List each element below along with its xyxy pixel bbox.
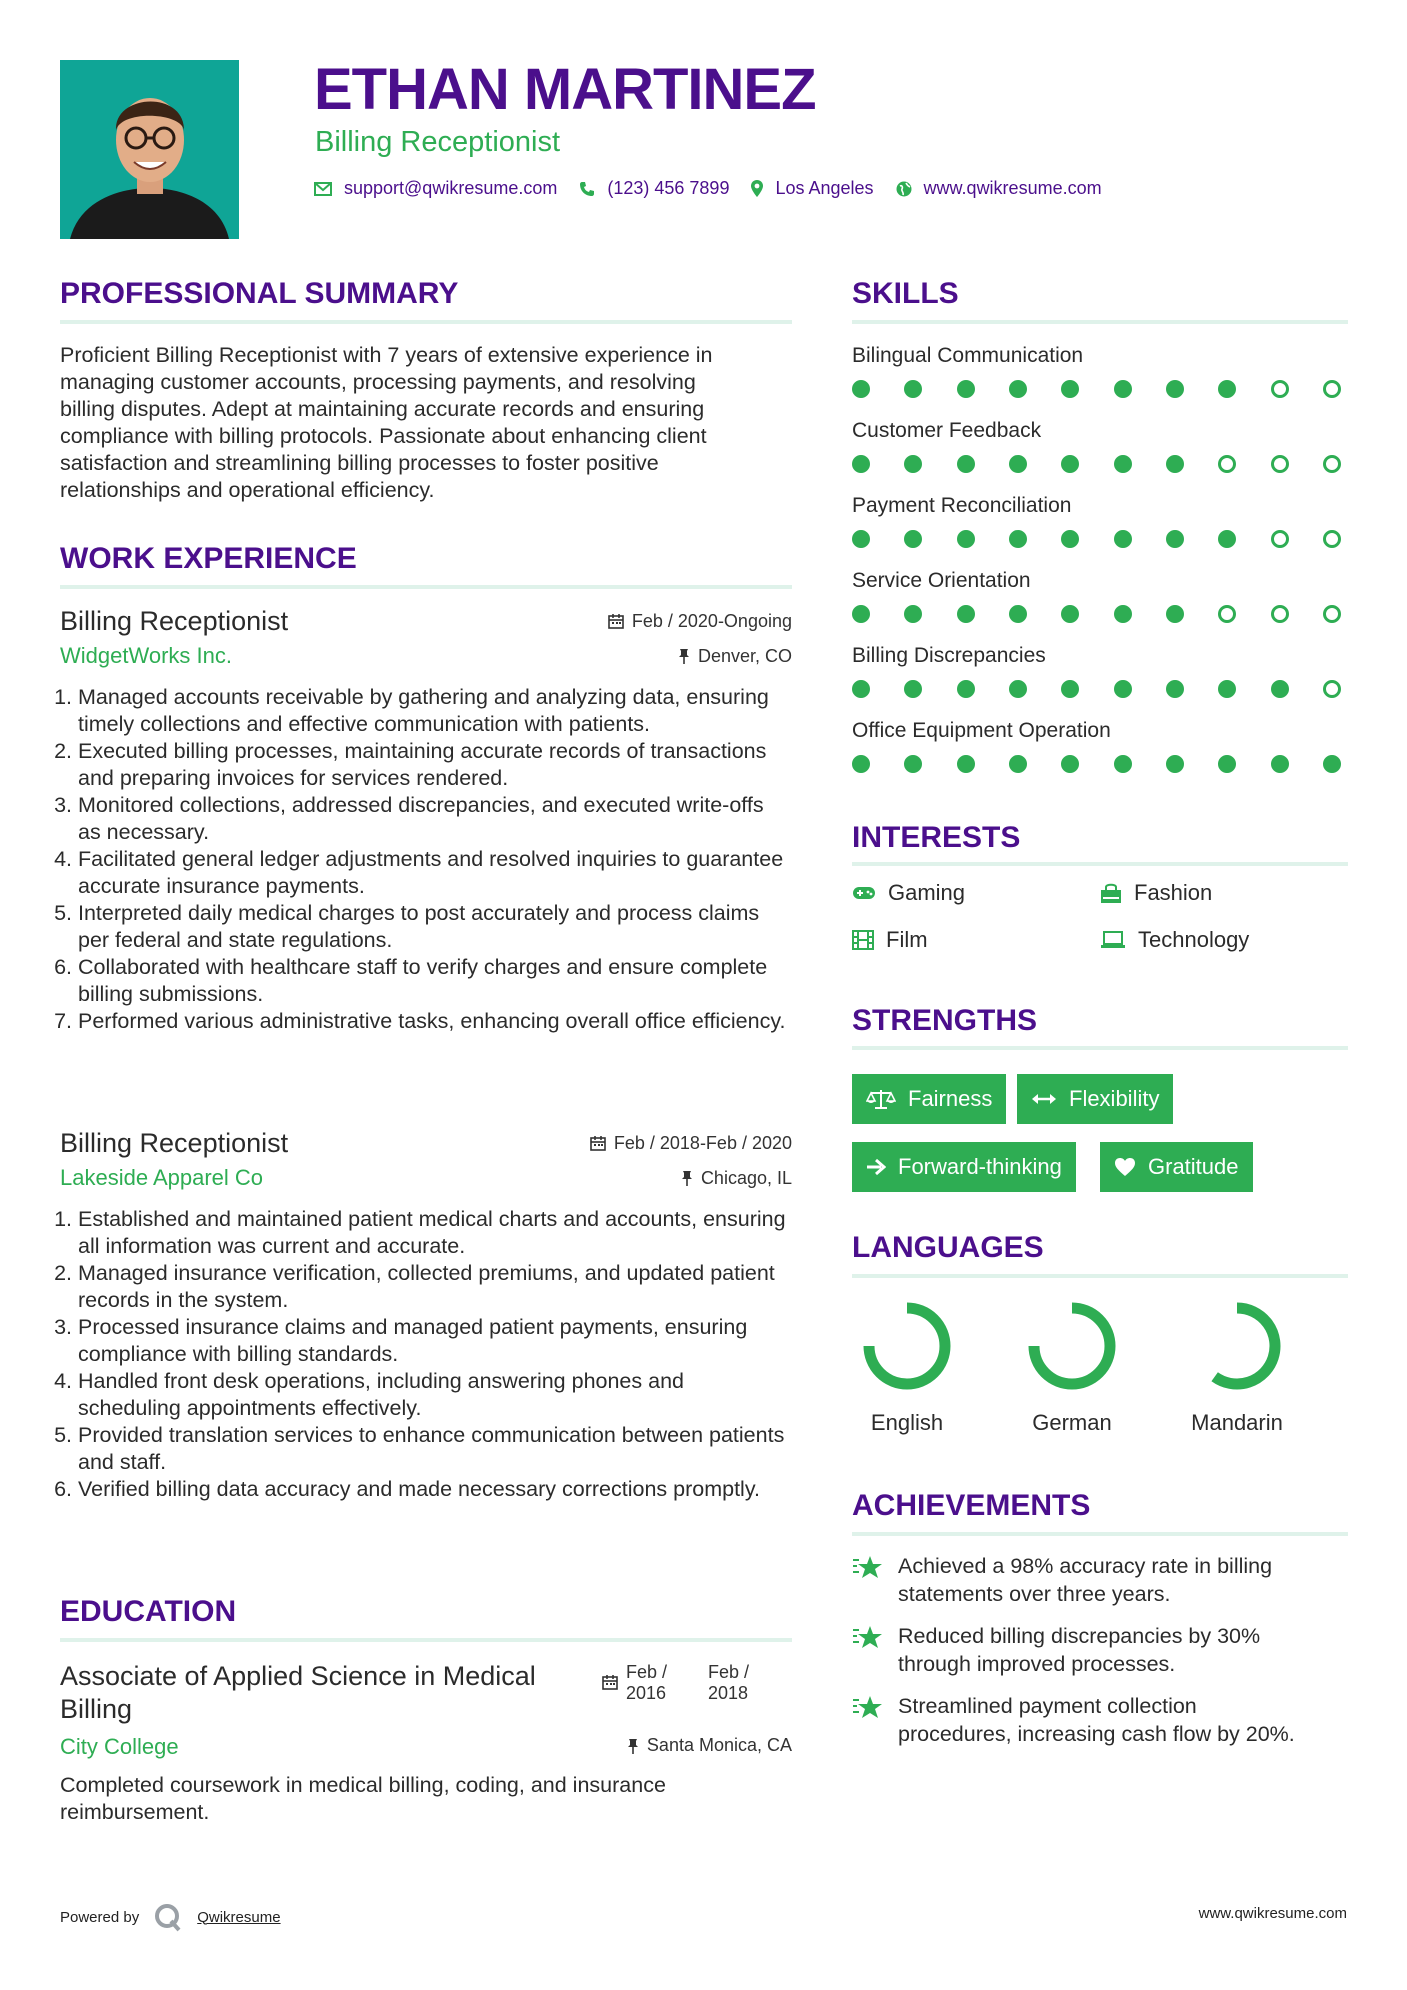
footer-website[interactable]: www.qwikresume.com	[1198, 1905, 1347, 1922]
location-text: Los Angeles	[775, 178, 874, 198]
skill-name: Bilingual Communication	[852, 344, 1084, 367]
language-item	[852, 1296, 962, 1436]
rating-dot-filled	[1114, 455, 1132, 473]
bullet-item: 5. Provided translation services to enhance communication between patients and staff.	[78, 1422, 792, 1476]
language-gauge	[1017, 1296, 1127, 1396]
language-name: English	[870, 1410, 944, 1435]
strength-badge	[852, 1074, 1006, 1124]
experience-divider	[60, 585, 792, 589]
contact-location	[751, 178, 873, 199]
gamepad-icon	[852, 885, 876, 901]
education-start	[626, 1662, 708, 1704]
envelope-icon	[314, 182, 332, 196]
trophy-star-icon	[852, 1554, 884, 1582]
education-dates	[602, 1662, 749, 1704]
skill-rating	[852, 530, 1341, 548]
rating-dot-filled	[852, 380, 870, 398]
interests-divider	[852, 862, 1348, 866]
summary-line: compliance with billing protocols. Passionate about enhancing client	[60, 424, 707, 448]
job-bullets	[60, 1206, 792, 1503]
arrows-horizontal-icon	[1031, 1092, 1057, 1106]
website-text: www.qwikresume.com	[923, 178, 1102, 198]
language-gauge	[852, 1296, 962, 1396]
skill-item	[852, 567, 1348, 642]
summary-text	[60, 342, 795, 504]
rating-dot-filled	[1114, 755, 1132, 773]
strength-label: Gratitude	[1148, 1154, 1239, 1179]
summary-line: relationships and operational efficiency.	[60, 478, 435, 502]
rating-dot-filled	[957, 380, 975, 398]
profile-photo	[60, 60, 239, 239]
rating-dot-filled	[904, 755, 922, 773]
rating-dot-filled	[957, 680, 975, 698]
powered-by-text: Powered by	[60, 1908, 140, 1926]
job-title: Billing Receptionist	[60, 606, 289, 636]
education-desc-line: reimbursement.	[60, 1800, 210, 1824]
arrow-right-icon	[866, 1158, 886, 1176]
bullet-item: 2. Executed billing processes, maintaining accurate records of transactions and preparing invoices for services rendered.	[78, 738, 792, 792]
bullet-item: 3. Processed insurance claims and managed patient payments, ensuring compliance with billing standards.	[78, 1314, 792, 1368]
candidate-name: ETHAN MARTINEZ	[314, 57, 816, 122]
skill-rating	[852, 755, 1341, 773]
job-title: Billing Receptionist	[60, 1128, 289, 1158]
bullet-item: 3. Monitored collections, addressed discrepancies, and executed write-offs as necessary.	[78, 792, 792, 846]
education-divider	[60, 1638, 792, 1642]
achievement-item	[852, 1692, 1348, 1748]
rating-dot-filled	[1166, 605, 1184, 623]
calendar-icon	[590, 1135, 606, 1151]
job-location	[681, 1168, 792, 1189]
rating-dot-filled	[852, 455, 870, 473]
pushpin-icon	[681, 1170, 693, 1186]
language-name: Mandarin	[1191, 1410, 1283, 1435]
brand-link[interactable]: Qwikresume	[197, 1908, 281, 1926]
achievements-heading: ACHIEVEMENTS	[852, 1489, 1091, 1522]
language-gauge-arc	[1034, 1308, 1110, 1384]
pushpin-icon	[627, 1738, 639, 1754]
strengths-heading: STRENGTHS	[852, 1004, 1038, 1037]
skill-item	[852, 417, 1348, 492]
map-pin-icon	[751, 180, 763, 197]
job-location-text: Denver, CO	[697, 645, 792, 666]
job-dates-text: Feb / 2018-Feb / 2020	[613, 1132, 792, 1153]
skills-divider	[852, 320, 1348, 324]
job-location	[678, 646, 792, 667]
education-description	[60, 1772, 795, 1826]
skill-rating	[852, 455, 1341, 473]
end-year: 2018	[708, 1683, 749, 1703]
skill-rating	[852, 605, 1341, 623]
rating-dot-filled	[1218, 680, 1236, 698]
degree-title	[60, 1660, 600, 1726]
degree-line: Associate of Applied Science in Medical	[60, 1661, 536, 1691]
rating-dot-filled	[1218, 380, 1236, 398]
language-gauge-arc	[869, 1308, 945, 1384]
rating-dot-filled	[1061, 380, 1079, 398]
rating-dot-empty	[1323, 380, 1341, 398]
rating-dot-filled	[1061, 530, 1079, 548]
achievement-text: procedures, increasing cash flow by 20%.	[898, 1722, 1295, 1746]
contact-bar	[314, 178, 1124, 199]
calendar-icon	[602, 1674, 618, 1690]
trophy-star-icon	[852, 1624, 884, 1652]
languages-heading: LANGUAGES	[852, 1231, 1044, 1264]
job-entry	[60, 604, 792, 1035]
skill-rating	[852, 380, 1341, 398]
language-gauge-arc	[1215, 1308, 1275, 1384]
contact-phone[interactable]	[579, 178, 729, 199]
rating-dot-filled	[852, 755, 870, 773]
rating-dot-filled	[1166, 755, 1184, 773]
achievements-divider	[852, 1532, 1348, 1536]
rating-dot-empty	[1323, 530, 1341, 548]
rating-dot-filled	[1166, 455, 1184, 473]
achievements-list	[852, 1552, 1348, 1748]
interest-item	[852, 880, 965, 906]
job-dates-text: Feb / 2020-Ongoing	[631, 610, 792, 631]
rating-dot-filled	[1166, 680, 1184, 698]
rating-dot-empty	[1271, 605, 1289, 623]
phone-icon	[579, 181, 595, 197]
job-bullets	[60, 684, 792, 1035]
shopping-bag-icon	[1100, 882, 1122, 904]
job-dates	[608, 611, 792, 632]
interests-heading: INTERESTS	[852, 821, 1021, 854]
degree-line: Billing	[60, 1694, 133, 1724]
strength-label: Flexibility	[1069, 1086, 1160, 1111]
bullet-item: 6. Verified billing data accuracy and made necessary corrections promptly.	[78, 1476, 792, 1503]
start-month: Feb /	[626, 1662, 668, 1682]
rating-dot-empty	[1271, 380, 1289, 398]
skill-name: Service Orientation	[852, 569, 1031, 592]
school-name: City College	[60, 1734, 179, 1759]
bullet-item: 1. Established and maintained patient medical charts and accounts, ensuring all information was current and accurate.	[78, 1206, 792, 1260]
strength-badge	[1017, 1074, 1173, 1124]
rating-dot-filled	[1114, 605, 1132, 623]
job-entry	[60, 1126, 792, 1503]
rating-dot-filled	[957, 455, 975, 473]
pushpin-icon	[678, 648, 690, 664]
education-heading: EDUCATION	[60, 1595, 237, 1628]
strength-badge	[1100, 1142, 1253, 1192]
rating-dot-empty	[1271, 455, 1289, 473]
skill-rating	[852, 680, 1341, 698]
rating-dot-filled	[904, 455, 922, 473]
rating-dot-empty	[1323, 680, 1341, 698]
balance-scale-icon	[866, 1088, 896, 1110]
rating-dot-filled	[1218, 755, 1236, 773]
rating-dot-filled	[904, 605, 922, 623]
rating-dot-filled	[957, 605, 975, 623]
achievement-text: Achieved a 98% accuracy rate in billing	[898, 1554, 1273, 1578]
summary-line: managing customer accounts, processing payments, and resolving	[60, 370, 696, 394]
summary-line: satisfaction and streamlining billing processes to foster positive	[60, 451, 659, 475]
rating-dot-filled	[852, 605, 870, 623]
rating-dot-filled	[1009, 380, 1027, 398]
achievement-text: through improved processes.	[898, 1652, 1176, 1676]
rating-dot-filled	[1009, 605, 1027, 623]
rating-dot-filled	[957, 530, 975, 548]
skills-list	[852, 342, 1348, 792]
skill-item	[852, 492, 1348, 567]
achievement-item	[852, 1552, 1348, 1608]
candidate-role: Billing Receptionist	[315, 126, 561, 158]
rating-dot-empty	[1271, 530, 1289, 548]
skill-name: Customer Feedback	[852, 419, 1042, 442]
phone-text: (123) 456 7899	[607, 178, 730, 198]
bullet-item: 5. Interpreted daily medical charges to post accurately and process claims per federal and state regulations.	[78, 900, 792, 954]
interest-label: Gaming	[888, 880, 966, 905]
rating-dot-filled	[852, 680, 870, 698]
rating-dot-filled	[1009, 455, 1027, 473]
calendar-icon	[608, 613, 624, 629]
strength-label: Forward-thinking	[898, 1154, 1062, 1179]
rating-dot-filled	[1009, 755, 1027, 773]
film-icon	[852, 930, 874, 950]
job-location-text: Chicago, IL	[700, 1167, 792, 1188]
rating-dot-filled	[1009, 680, 1027, 698]
strengths-divider	[852, 1046, 1348, 1050]
education-location	[560, 1735, 792, 1756]
skill-name: Billing Discrepancies	[852, 644, 1046, 667]
contact-website[interactable]	[896, 178, 1102, 199]
skill-name: Payment Reconciliation	[852, 494, 1072, 517]
rating-dot-filled	[1061, 680, 1079, 698]
interest-item	[1100, 927, 1249, 953]
strength-label: Fairness	[908, 1086, 993, 1111]
rating-dot-empty	[1323, 455, 1341, 473]
trophy-star-icon	[852, 1694, 884, 1722]
rating-dot-filled	[1271, 680, 1289, 698]
achievement-text: Streamlined payment collection	[898, 1694, 1197, 1718]
interest-label: Film	[886, 927, 928, 952]
rating-dot-filled	[1114, 530, 1132, 548]
interest-item	[1100, 880, 1212, 906]
interest-item	[852, 927, 928, 953]
summary-line: Proficient Billing Receptionist with 7 years of extensive experience in	[60, 343, 713, 367]
interest-label: Fashion	[1134, 880, 1213, 905]
rating-dot-filled	[1271, 755, 1289, 773]
education-end	[708, 1662, 749, 1704]
education-desc-line: Completed coursework in medical billing, coding, and insurance	[60, 1773, 666, 1797]
rating-dot-empty	[1323, 605, 1341, 623]
heart-icon	[1114, 1157, 1136, 1177]
interest-label: Technology	[1138, 927, 1250, 952]
languages-divider	[852, 1274, 1348, 1278]
experience-heading: WORK EXPERIENCE	[60, 542, 357, 575]
rating-dot-empty	[1218, 605, 1236, 623]
rating-dot-filled	[1218, 530, 1236, 548]
rating-dot-filled	[904, 530, 922, 548]
laptop-icon	[1100, 931, 1126, 949]
rating-dot-filled	[1009, 530, 1027, 548]
company-name: Lakeside Apparel Co	[60, 1165, 264, 1190]
job-dates	[590, 1133, 792, 1154]
rating-dot-filled	[1166, 380, 1184, 398]
bullet-item: 4. Handled front desk operations, including answering phones and scheduling appointments effectively.	[78, 1368, 792, 1422]
summary-divider	[60, 320, 792, 324]
bullet-item: 2. Managed insurance verification, collected premiums, and updated patient records in the system.	[78, 1260, 792, 1314]
rating-dot-filled	[1323, 755, 1341, 773]
education-location-text: Santa Monica, CA	[646, 1735, 792, 1755]
rating-dot-filled	[957, 755, 975, 773]
globe-icon	[896, 181, 912, 197]
footer-powered-by	[60, 1902, 281, 1932]
contact-email[interactable]	[314, 178, 557, 199]
skill-name: Office Equipment Operation	[852, 719, 1111, 742]
bullet-item: 1. Managed accounts receivable by gathering and analyzing data, ensuring timely collections and effective communication with patients.	[78, 684, 792, 738]
skill-item	[852, 642, 1348, 717]
language-gauge	[1182, 1296, 1292, 1396]
summary-line: billing disputes. Adept at maintaining accurate records and ensuring	[60, 397, 705, 421]
achievement-text: statements over three years.	[898, 1582, 1171, 1606]
bullet-item: 7. Performed various administrative tasks, enhancing overall office efficiency.	[78, 1008, 792, 1035]
rating-dot-empty	[1218, 455, 1236, 473]
end-month: Feb /	[708, 1662, 750, 1682]
rating-dot-filled	[1061, 455, 1079, 473]
email-text: support@qwikresume.com	[344, 178, 558, 198]
rating-dot-filled	[1061, 605, 1079, 623]
language-item	[1182, 1296, 1292, 1436]
rating-dot-filled	[904, 680, 922, 698]
achievement-item	[852, 1622, 1348, 1678]
rating-dot-filled	[852, 530, 870, 548]
languages-list	[852, 1296, 1348, 1446]
bullet-item: 6. Collaborated with healthcare staff to verify charges and ensure complete billing submissions.	[78, 954, 792, 1008]
rating-dot-filled	[1061, 755, 1079, 773]
start-year: 2016	[626, 1683, 667, 1703]
rating-dot-filled	[1166, 530, 1184, 548]
skills-heading: SKILLS	[852, 277, 959, 310]
language-name: German	[1032, 1410, 1112, 1435]
summary-heading: PROFESSIONAL SUMMARY	[60, 277, 459, 310]
language-item	[1017, 1296, 1127, 1436]
bullet-item: 4. Facilitated general ledger adjustments and resolved inquiries to guarantee accurate insurance payments.	[78, 846, 792, 900]
skill-item	[852, 717, 1348, 792]
achievement-text: Reduced billing discrepancies by 30%	[898, 1624, 1261, 1648]
strength-badge	[852, 1142, 1076, 1192]
rating-dot-filled	[904, 380, 922, 398]
qwikresume-logo-icon	[153, 1902, 183, 1932]
skill-item	[852, 342, 1348, 417]
rating-dot-filled	[1114, 680, 1132, 698]
company-name: WidgetWorks Inc.	[60, 643, 232, 668]
rating-dot-filled	[1114, 380, 1132, 398]
